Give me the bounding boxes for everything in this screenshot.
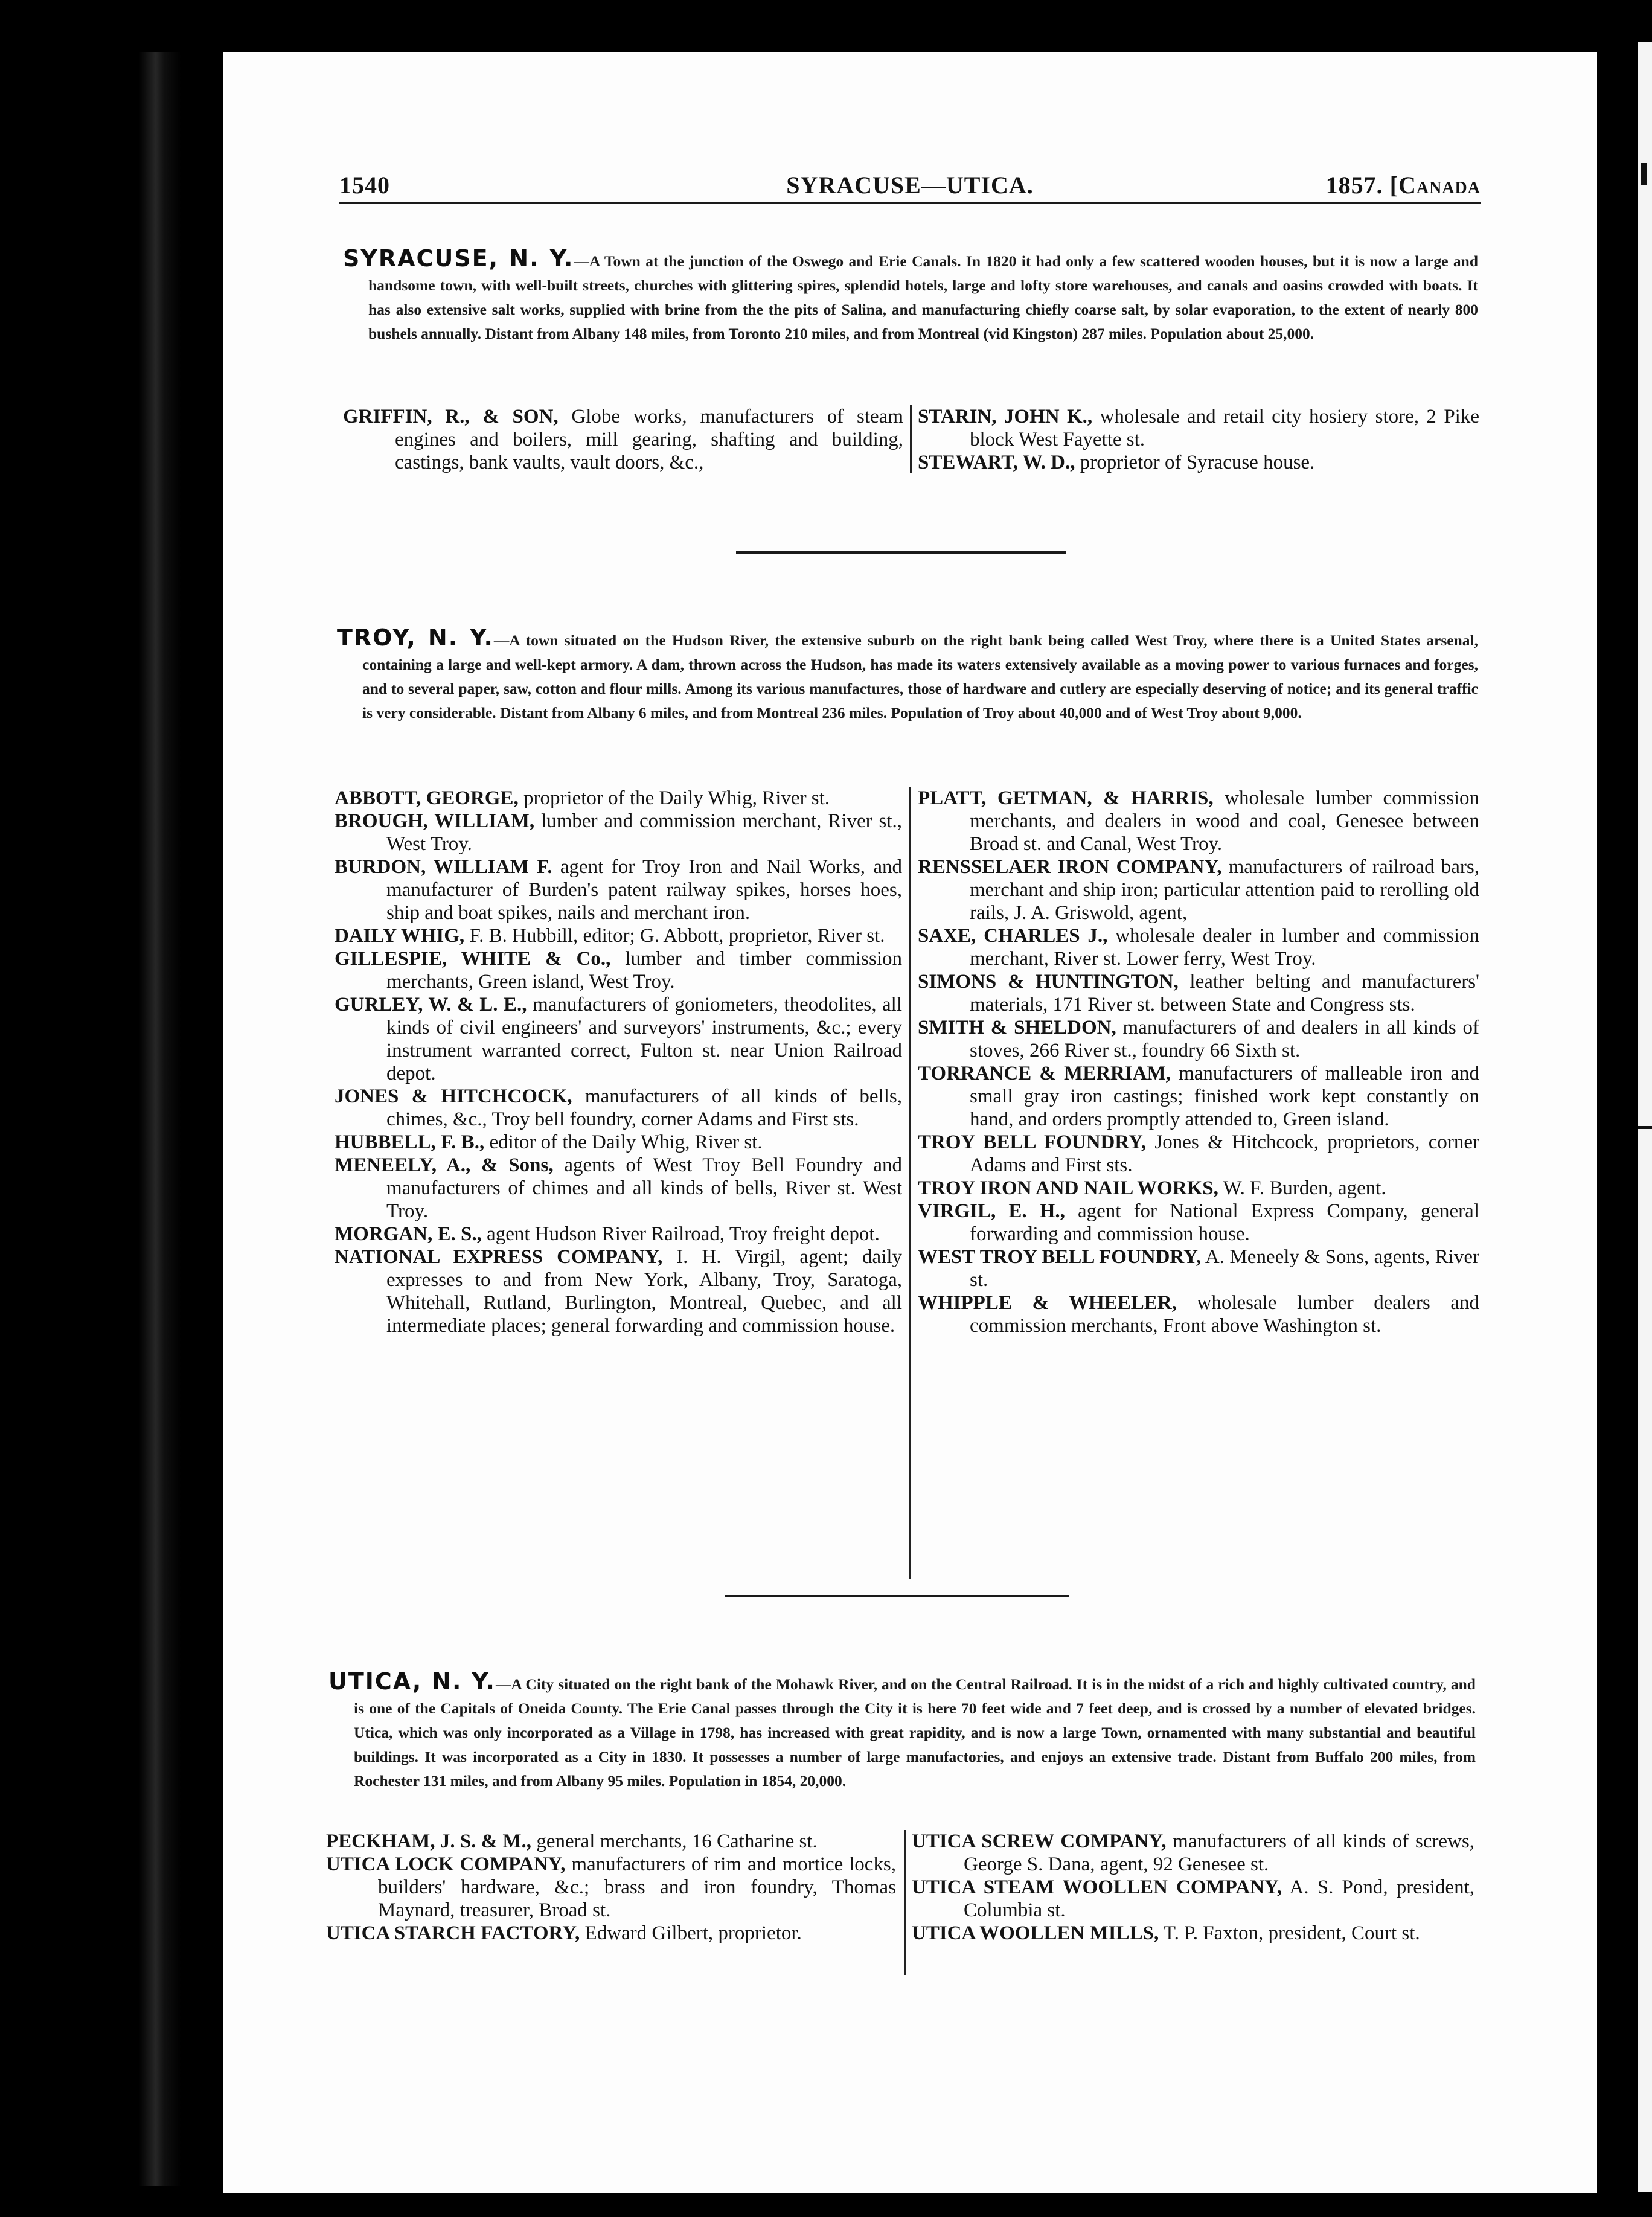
column-divider [904, 1830, 906, 1975]
entry-details: lumber and timber commission merchants, Green island, West Troy. [386, 948, 902, 993]
entry-details: Jones & Hitchcock, proprietors, corner Adams and First sts. [970, 1131, 1479, 1176]
directory-entry [335, 993, 902, 1085]
directory-entry [326, 1922, 896, 1945]
directory-entry [335, 1131, 902, 1154]
entry-name: GILLESPIE, WHITE & Co., [335, 948, 611, 970]
entry-name: UTICA LOCK COMPANY, [326, 1854, 566, 1875]
directory-entry [335, 1223, 902, 1246]
section-separator [725, 1595, 1069, 1597]
entry-name: UTICA STEAM WOOLLEN COMPANY, [912, 1876, 1282, 1898]
entry-details: proprietor of Syracuse house. [1075, 452, 1315, 473]
utica-intro [328, 1669, 1476, 1793]
book-spine-shadow [139, 36, 181, 2186]
directory-entry [918, 856, 1479, 924]
entry-name: JONES & HITCHCOCK, [335, 1086, 572, 1107]
entry-details: wholesale and retail city hosiery store, 2 Pike block West Fayette st. [970, 406, 1479, 450]
entry-name: PECKHAM, J. S. & M., [326, 1831, 532, 1852]
entry-details: A. S. Pond, president, Columbia st. [964, 1876, 1474, 1921]
directory-entry [912, 1922, 1474, 1945]
entry-name: MENEELY, A., & Sons, [335, 1154, 554, 1176]
town-heading-utica: UTICA, N. Y. [328, 1668, 496, 1695]
town-description-syracuse: —A Town at the junction of the Oswego and Erie Canals. In 1820 it had only a few scattered wooden houses, but it is now a large and handsome town, with well-built streets, churches with glittering spires, splendid hotels, large and lofty store warehouses, and canals and oasins crowded with boats. It has also extensive salt works, supplied with brine from the the pits of Salina, and manufacturing chiefly coarse salt, by solar evaporation, to the extent of nearly 800 bushels annually. Distant from Albany 148 miles, from Toronto 210 miles, and from Montreal (vid Kingston) 287 miles. Population about 25,000. [368, 252, 1479, 342]
directory-entry [918, 1016, 1479, 1062]
entry-details: Globe works, manufacturers of steam engines and boilers, mill gearing, shafting and building, castings, bank vaults, vault doors, &c., [395, 406, 903, 473]
directory-entry [343, 405, 903, 474]
entry-details: proprietor of the Daily Whig, River st. [518, 787, 830, 809]
entry-name: STARIN, JOHN K., [918, 406, 1093, 427]
entry-details: A. Meneely & Sons, agents, River st. [970, 1246, 1479, 1291]
entry-name: UTICA STARCH FACTORY, [326, 1922, 580, 1944]
directory-entry [918, 405, 1479, 451]
head-rule [339, 202, 1481, 204]
directory-entry [912, 1830, 1474, 1876]
entry-name: MORGAN, E. S., [335, 1223, 482, 1245]
facing-page-rule [1638, 1126, 1652, 1129]
section-label: Canada [1398, 171, 1481, 199]
entry-details: I. H. Virgil, agent; daily expresses to and from New York, Albany, Troy, Saratoga, Whitehall, Rutland, Burlington, Montreal, Quebec, and all intermediate places; general forwarding and commission house. [386, 1246, 902, 1337]
directory-entry [335, 810, 902, 856]
syracuse-col-right [918, 405, 1479, 474]
column-divider [910, 405, 912, 473]
entry-name: STEWART, W. D., [918, 452, 1075, 473]
entry-details: Edward Gilbert, proprietor. [580, 1922, 802, 1944]
facing-page-mark [1641, 163, 1647, 185]
entry-name: GRIFFIN, R., & SON, [343, 406, 559, 427]
scan-border-left [0, 0, 223, 2217]
entry-name: WHIPPLE & WHEELER, [918, 1292, 1177, 1314]
entry-name: SAXE, CHARLES J., [918, 925, 1108, 947]
entry-details: T. P. Faxton, president, Court st. [1159, 1922, 1420, 1944]
directory-entry [335, 787, 902, 810]
entry-name: UTICA WOOLLEN MILLS, [912, 1922, 1159, 1944]
entry-name: BROUGH, WILLIAM, [335, 810, 535, 832]
directory-entry [918, 1177, 1479, 1200]
facing-page-edge [1638, 42, 1652, 2192]
entry-name: BURDON, WILLIAM F. [335, 856, 552, 878]
year-label: 1857. [ [1325, 171, 1398, 199]
entry-name: TROY BELL FOUNDRY, [918, 1131, 1147, 1153]
entry-details: wholesale dealer in lumber and commission merchant, River st. Lower ferry, West Troy. [970, 925, 1479, 970]
directory-entry [326, 1830, 896, 1853]
column-divider [909, 787, 911, 1579]
entry-details: manufacturers of and dealers in all kinds of stoves, 266 River st., foundry 66 Sixth st. [970, 1017, 1479, 1061]
entry-name: HUBBELL, F. B., [335, 1131, 485, 1153]
entry-details: general merchants, 16 Catharine st. [531, 1831, 818, 1852]
running-year [1326, 171, 1481, 199]
directory-entry [335, 1246, 902, 1337]
section-separator [736, 551, 1066, 554]
entry-name: PLATT, GETMAN, & HARRIS, [918, 787, 1214, 809]
directory-entry [335, 856, 902, 924]
entry-details: manufacturers of goniometers, theodolites, all kinds of civil engineers' and surveyors' instruments, &c.; every instrument warranted correct, Fulton st. near Union Railroad depot. [386, 994, 902, 1084]
entry-name: SMITH & SHELDON, [918, 1017, 1116, 1038]
directory-entry [326, 1853, 896, 1922]
entry-details: manufacturers of railroad bars, merchant and ship iron; particular attention paid to rerolling old rails, J. A. Griswold, agent, [970, 856, 1479, 924]
utica-col-left [326, 1830, 896, 1945]
entry-details: editor of the Daily Whig, River st. [484, 1131, 763, 1153]
entry-details: agent Hudson River Railroad, Troy freight depot. [481, 1223, 880, 1245]
entry-name: VIRGIL, E. H., [918, 1200, 1065, 1222]
entry-details: F. B. Hubbill, editor; G. Abbott, proprietor, River st. [464, 925, 885, 947]
entry-details: agents of West Troy Bell Foundry and manufacturers of chimes and all kinds of bells, River st. West Troy. [386, 1154, 903, 1222]
scan-border-top [0, 0, 1652, 52]
town-description-troy: —A town situated on the Hudson River, the extensive suburb on the right bank being called West Troy, where there is a United States arsenal, containing a large and well-kept armory. A dam, thrown across the Hudson, has made its waters extensively available as a moving power to various furnaces and forges, and to several paper, saw, cotton and flour mills. Among its various manufactures, those of hardware and cutlery are especially deserving of notice; and its general traffic is very considerable. Distant from Albany 6 miles, and from Montreal 236 miles. Population of Troy about 40,000 and of West Troy about 9,000. [362, 632, 1478, 721]
entry-name: GURLEY, W. & L. E., [335, 994, 527, 1016]
troy-col-left [335, 787, 902, 1337]
running-title: SYRACUSE—UTICA. [786, 171, 1034, 199]
entry-details: manufacturers of rim and mortice locks, builders' hardware, &c.; brass and iron foundry, Thomas Maynard, treasurer, Broad st. [378, 1854, 896, 1921]
entry-details: agent for Troy Iron and Nail Works, and manufacturer of Burden's patent railway spikes, horses hoes, ship and boat spikes, nails and merchant iron. [386, 856, 902, 924]
entry-name: TROY IRON AND NAIL WORKS, [918, 1177, 1218, 1199]
directory-page [225, 53, 1596, 2193]
entry-name: RENSSELAER IRON COMPANY, [918, 856, 1222, 878]
town-heading-syracuse: SYRACUSE, N. Y. [343, 245, 574, 272]
running-head [339, 171, 1481, 213]
entry-name: ABBOTT, GEORGE, [335, 787, 519, 809]
directory-entry [335, 1154, 902, 1223]
directory-entry [918, 451, 1479, 474]
entry-details: manufacturers of all kinds of bells, chimes, &c., Troy bell foundry, corner Adams and First sts. [386, 1086, 902, 1130]
entry-name: NATIONAL EXPRESS COMPANY, [335, 1246, 663, 1268]
directory-entry [918, 1062, 1479, 1131]
troy-col-right [918, 787, 1479, 1337]
syracuse-col-left [343, 405, 903, 474]
directory-entry [335, 924, 902, 947]
directory-entry [335, 947, 902, 993]
directory-entry [918, 1131, 1479, 1177]
directory-entry [918, 1200, 1479, 1246]
directory-entry [918, 924, 1479, 970]
syracuse-intro [343, 246, 1478, 346]
entry-details: W. F. Burden, agent. [1218, 1177, 1386, 1199]
entry-name: UTICA SCREW COMPANY, [912, 1831, 1167, 1852]
entry-name: DAILY WHIG, [335, 925, 465, 947]
directory-entry [335, 1085, 902, 1131]
entry-details: agent for National Express Company, general forwarding and commission house. [970, 1200, 1479, 1245]
troy-intro [337, 625, 1478, 725]
entry-name: TORRANCE & MERRIAM, [918, 1063, 1171, 1084]
entry-details: wholesale lumber commission merchants, and dealers in wood and coal, Genesee between Broad st. and Canal, West Troy. [970, 787, 1479, 855]
directory-entry [918, 1291, 1479, 1337]
directory-entry [912, 1876, 1474, 1922]
entry-details: manufacturers of malleable iron and small gray iron castings; finished work kept constantly on hand, and orders promptly attended to, Green island. [970, 1063, 1479, 1130]
town-description-utica: —A City situated on the right bank of the Mohawk River, and on the Central Railroad. It is in the midst of a rich and highly cultivated country, and is one of the Capitals of Oneida County. The Erie Canal passes through the City it is here 70 feet wide and 7 feet deep, and is crossed by a number of elevated bridges. Utica, which was only incorporated as a Village in 1798, has increased with great rapidity, and is now a large Town, ornamented with many substantial and beautiful buildings. It was incorporated as a City in 1830. It possesses a number of large manufactories, and enjoys an extensive trade. Distant from Buffalo 200 miles, from Rochester 131 miles, and from Albany 95 miles. Population in 1854, 20,000. [354, 1675, 1476, 1790]
entry-name: WEST TROY BELL FOUNDRY, [918, 1246, 1202, 1268]
page-number: 1540 [339, 171, 390, 199]
entry-details: manufacturers of all kinds of screws, George S. Dana, agent, 92 Genesee st. [964, 1831, 1475, 1875]
utica-col-right [912, 1830, 1474, 1945]
scan-border-bottom [0, 2193, 1652, 2217]
entry-details: wholesale lumber dealers and commission merchants, Front above Washington st. [970, 1292, 1479, 1337]
directory-entry [918, 1246, 1479, 1291]
entry-name: SIMONS & HUNTINGTON, [918, 971, 1179, 993]
town-heading-troy: TROY, N. Y. [337, 624, 494, 651]
directory-entry [918, 787, 1479, 856]
entry-details: lumber and commission merchant, River st., West Troy. [386, 810, 902, 855]
entry-details: leather belting and manufacturers' materials, 171 River st. between State and Congress sts. [970, 971, 1479, 1016]
directory-entry [918, 970, 1479, 1016]
